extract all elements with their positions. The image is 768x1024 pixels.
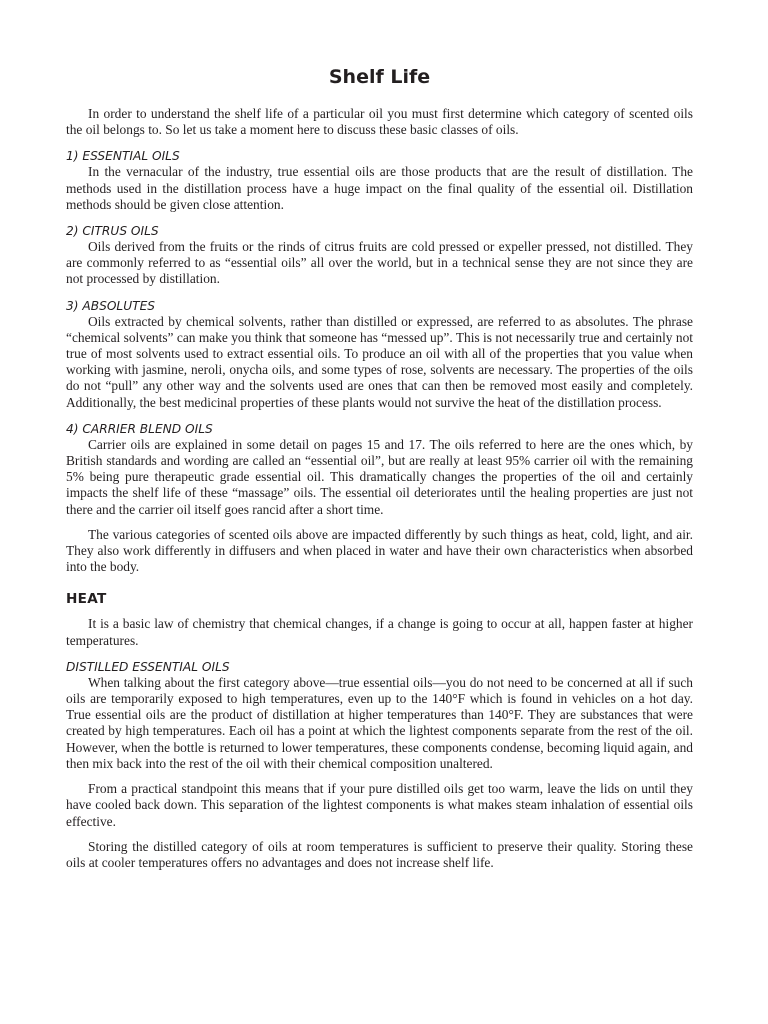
section-heading-absolutes: 3) ABSOLUTES xyxy=(66,298,156,313)
section-text-absolutes: Oils extracted by chemical solvents, rather than distilled or expressed, are referred to as absolutes. The phrase “chemical solvents” can make you think that someone has “messed up”. This is not necessarily true and certainly not true of most solvents used to extract essential oils. To produce an oil with all of the properties that you value when working with jasmine, neroli, onycha oils, and some types of rose, solvents are necessary. The properties of the oils do not “pull” any other way and the solvents used are ones that can then be removed most easily and completely. Additionally, the best medicinal properties of these plants would not survive the heat of the distillation process. xyxy=(66,313,693,410)
heat-heading: HEAT xyxy=(66,591,107,608)
section-heading-carrier-blend-oils: 4) CARRIER BLEND OILS xyxy=(66,421,213,436)
section-heading-citrus-oils: 2) CITRUS OILS xyxy=(66,224,159,239)
document-page xyxy=(66,62,693,871)
distilled-paragraph-1: When talking about the first category above—true essential oils—you do not need to be concerned at all if such oils are temporarily exposed to high temperatures, even up to the 140°F which is found in vehicles on a hot day. True essential oils are the product of distillation at higher temperatures than 140°F. They are substances that were created by high temperatures. Each oil has a point at which the lightest components separate from the rest of the oil. However, when the bottle is returned to lower temperatures, these components condense, becoming liquid again, and then mix back into the rest of the oil with their chemical composition unaltered. xyxy=(66,674,693,771)
section-text-essential-oils: In the vernacular of the industry, true essential oils are those products that are the result of distillation. The methods used in the distillation process have a huge impact on the final quality of the essential oil. Distillation methods should be given close attention. xyxy=(66,164,693,212)
section-text-citrus-oils: Oils derived from the fruits or the rinds of citrus fruits are cold pressed or expeller pressed, not distilled. They are commonly referred to as “essential oils” all over the world, but in a technical sense they are not since they are not processed by distillation. xyxy=(66,239,693,287)
section-heading-essential-oils: 1) ESSENTIAL OILS xyxy=(66,149,180,164)
distilled-essential-oils-heading: DISTILLED ESSENTIAL OILS xyxy=(66,659,230,674)
section-text-carrier-blend-oils: Carrier oils are explained in some detail on pages 15 and 17. The oils referred to here are the ones which, by British standards and wording are called an “essential oil”, but are really at least 95% carrier oil with the remaining 5% being pure therapeutic grade essential oil. This dramatically changes the properties of the oil and certainly impacts the shelf life of these “massage” oils. The essential oil deteriorates until the healing properties are just not there and the carrier oil itself goes rancid after a short time. xyxy=(66,436,693,517)
intro-paragraph: In order to understand the shelf life of a particular oil you must first determine which category of scented oils the oil belongs to. So let us take a moment here to discuss these basic classes of oils. xyxy=(66,106,693,138)
heat-intro-paragraph: It is a basic law of chemistry that chemical changes, if a change is going to occur at all, happen faster at higher temperatures. xyxy=(66,616,693,648)
distilled-paragraph-3: Storing the distilled category of oils at room temperatures is sufficient to preserve their quality. Storing these oils at cooler temperatures offers no advantages and does not increase shelf life. xyxy=(66,838,693,870)
page-title: Shelf Life xyxy=(328,66,431,88)
distilled-paragraph-2: From a practical standpoint this means that if your pure distilled oils get too warm, leave the lids on until they have cooled back down. This separation of the lightest components is what makes steam inhalation of essential oils effective. xyxy=(66,781,693,829)
summary-paragraph: The various categories of scented oils above are impacted differently by such things as heat, cold, light, and air. They also work differently in diffusers and when placed in water and have their own characteristics when absorbed into the body. xyxy=(66,526,693,575)
